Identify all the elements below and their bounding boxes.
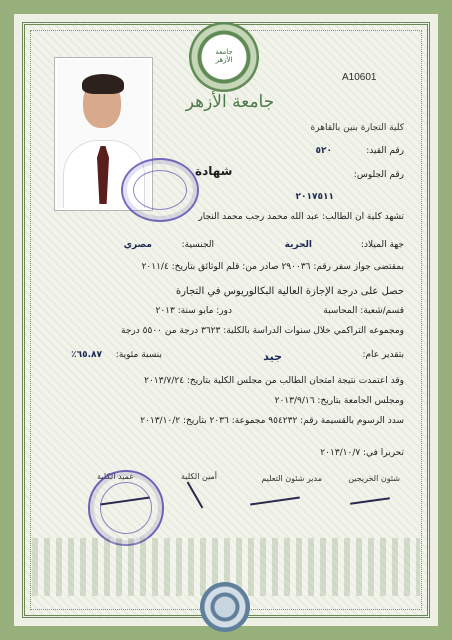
grade-label: بتقدير عام:: [362, 350, 404, 360]
grade-value: جيد: [263, 350, 282, 363]
percent-value: ٦٥.٨٧٪: [71, 350, 102, 360]
university-seal-bottom: [200, 582, 250, 632]
seat-value: ٢٠١٧٥١١: [295, 192, 334, 202]
registration-value: ٥٢٠: [315, 146, 332, 156]
division-line: قسم/شعبة: المحاسبة: [323, 306, 404, 316]
faculty-stamp: [88, 470, 164, 546]
seat-label: رقم الجلوس:: [353, 170, 404, 180]
university-title: جامعة الأزهر: [185, 92, 275, 112]
serial-number: A10601: [342, 72, 377, 83]
issued-line: تحريرا في: ٢٠١٣/١٠/٧: [320, 448, 404, 458]
photo-stamp: [121, 158, 199, 222]
intro-line: تشهد كلية ان الطالب: عبد الله محمد رجب محمد النجار: [198, 212, 404, 222]
passport-line: بمقتضى جواز سفر رقم: ٢٩٠٠٣٦ صادر من: قلم الوثائق بتاريخ: ٢٠١١/٤: [141, 262, 404, 272]
nationality-value: مصري: [123, 240, 152, 250]
faculty-secretary-label: أمين الكلية: [181, 472, 217, 481]
total-line: ومجموعه التراكمي خلال سنوات الدراسة بالكلية: ٣٦٢٣ درجة من ٥٥٠٠ درجة: [121, 326, 404, 336]
percent-label: بنسبة مئوية:: [115, 350, 162, 360]
council-line: ومجلس الجامعة بتاريخ: ٢٠١٣/٩/١٦: [274, 396, 404, 406]
photo-hair: [82, 74, 124, 94]
term-line: دور: مايو سنة: ٢٠١٣: [155, 306, 232, 316]
degree-line: حصل على درجة الإجازة العالية البكالوريوس في التجارة: [175, 286, 404, 297]
birthplace-label: جهة الميلاد:: [361, 240, 404, 250]
birthplace-value: الحرية: [284, 240, 312, 250]
education-director-label: مدير شئون التعليم: [261, 474, 322, 483]
faculty-name: كلية التجارة بنين بالقاهرة: [310, 123, 404, 133]
registration-label: رقم القيد:: [366, 146, 404, 156]
seal-top-label: جامعة الأزهر: [215, 48, 233, 64]
graduates-affairs-label: شئون الخريجين: [348, 474, 400, 483]
dean-label: عميد الكلية: [97, 472, 134, 481]
nationality-label: الجنسية:: [181, 240, 214, 250]
fees-line: سدد الرسوم بالقسيمة رقم: ٩٥٤٢٣٢ مجموعة: ٢٠٣٦ بتاريخ: ٢٠١٣/١٠/٢: [140, 416, 404, 426]
certificate-title: شهادة: [195, 164, 233, 178]
approval-line: وقد اعتمدت نتيجة امتحان الطالب من مجلس الكلية بتاريخ: ٢٠١٣/٧/٢٤: [144, 376, 404, 386]
